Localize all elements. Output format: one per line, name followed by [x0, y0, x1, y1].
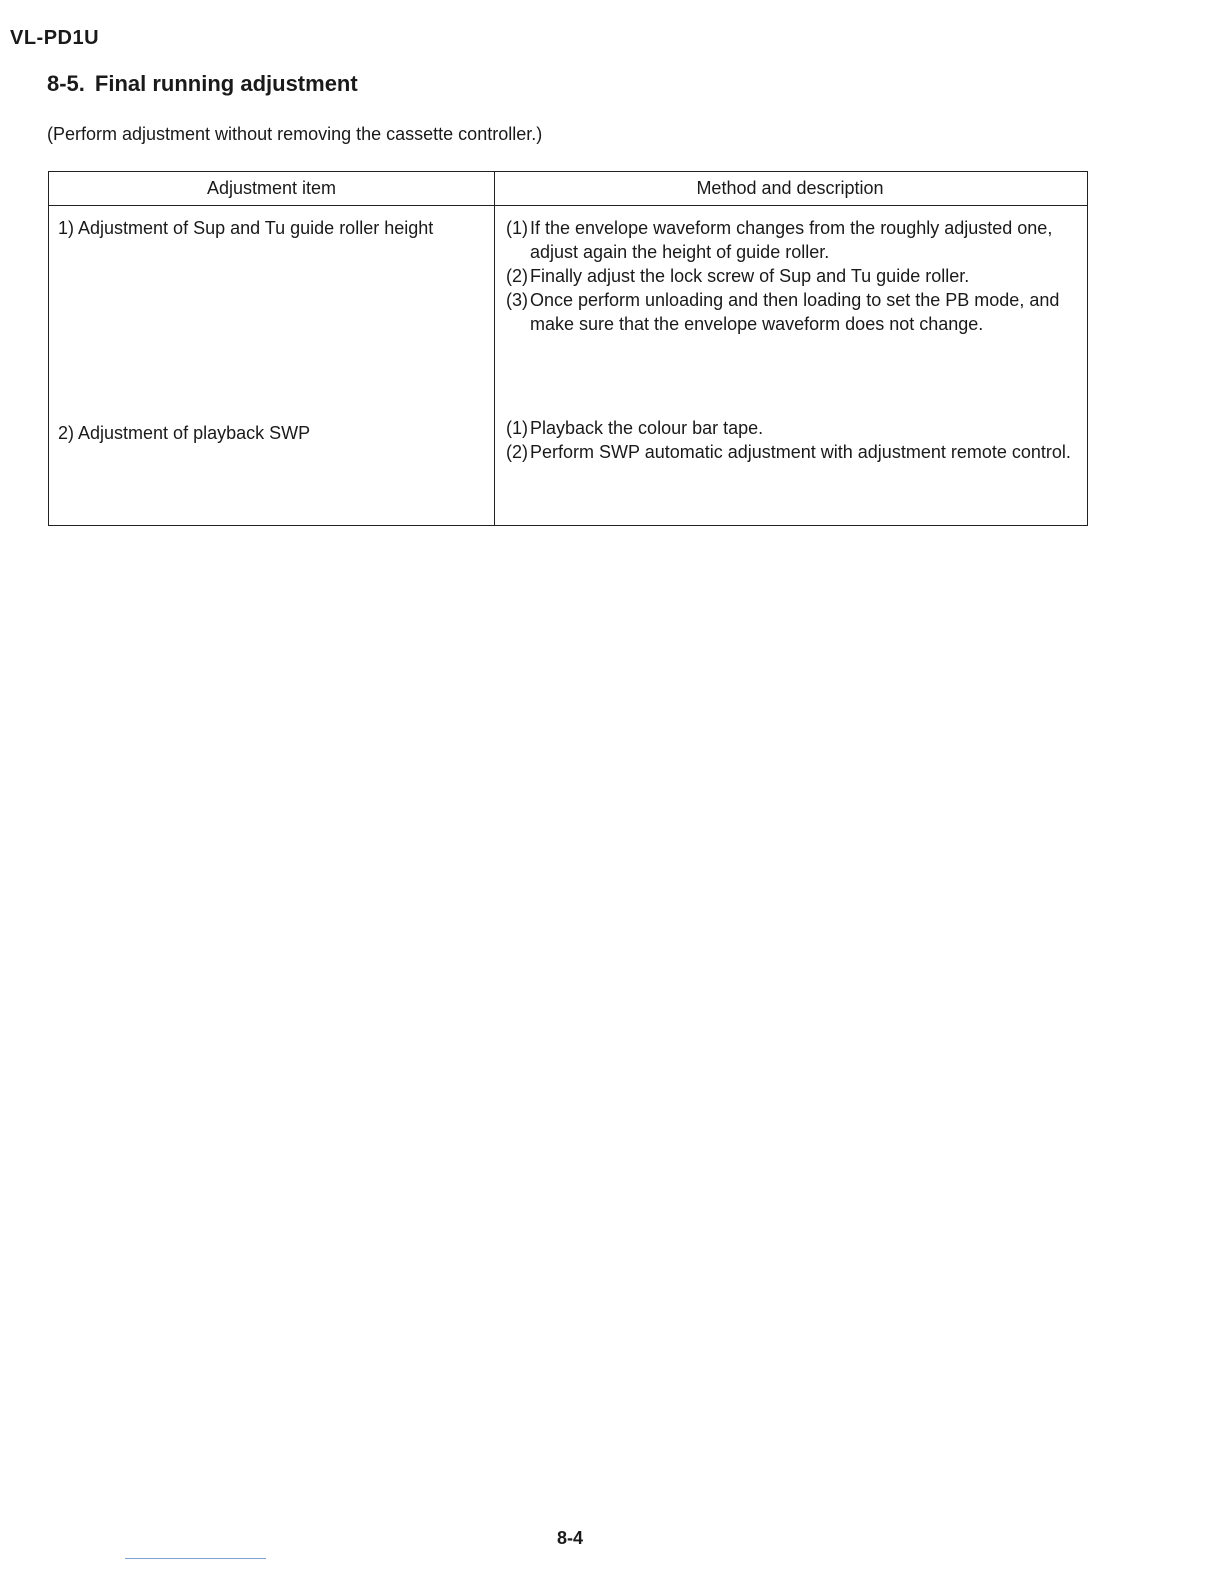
row-2-item: 2) Adjustment of playback SWP	[58, 423, 311, 443]
step-number: (2)	[506, 442, 528, 462]
scan-artifact-line	[125, 1558, 266, 1559]
row-2-step-2	[506, 440, 1074, 464]
page-number: 8-4	[557, 1528, 584, 1548]
row-1-item: 1) Adjustment of Sup and Tu guide roller height	[58, 218, 434, 238]
row-1-step-2	[506, 264, 1074, 288]
row-1-step-1	[506, 216, 1074, 264]
adjustment-table	[48, 171, 1088, 526]
row-2-step-1	[506, 416, 1074, 440]
step-text: If the envelope waveform changes from the roughly adjusted one, adjust again the height of guide roller.	[530, 218, 1053, 262]
column-divider	[494, 172, 495, 525]
section-title-text: Final running adjustment	[94, 71, 358, 96]
section-number: 8-5.	[47, 71, 85, 96]
step-text: Perform SWP automatic adjustment with adjustment remote control.	[530, 442, 1071, 462]
section-title	[47, 71, 358, 97]
header-method-description: Method and description	[696, 178, 884, 198]
step-number: (1)	[506, 418, 528, 438]
row-1-step-3	[506, 288, 1074, 336]
header-adjustment-item: Adjustment item	[206, 178, 337, 198]
step-number: (2)	[506, 266, 528, 286]
section-note: (Perform adjustment without removing the cassette controller.)	[47, 124, 543, 144]
step-number: (3)	[506, 290, 528, 310]
step-text: Once perform unloading and then loading to set the PB mode, and make sure that the envelope waveform does not change.	[530, 290, 1060, 334]
step-number: (1)	[506, 218, 528, 238]
row-2-method	[506, 416, 1074, 464]
step-text: Finally adjust the lock screw of Sup and Tu guide roller.	[530, 266, 970, 286]
header-divider	[49, 205, 1087, 206]
row-1-method	[506, 216, 1074, 336]
model-code: VL-PD1U	[10, 27, 100, 49]
step-text: Playback the colour bar tape.	[530, 418, 764, 438]
